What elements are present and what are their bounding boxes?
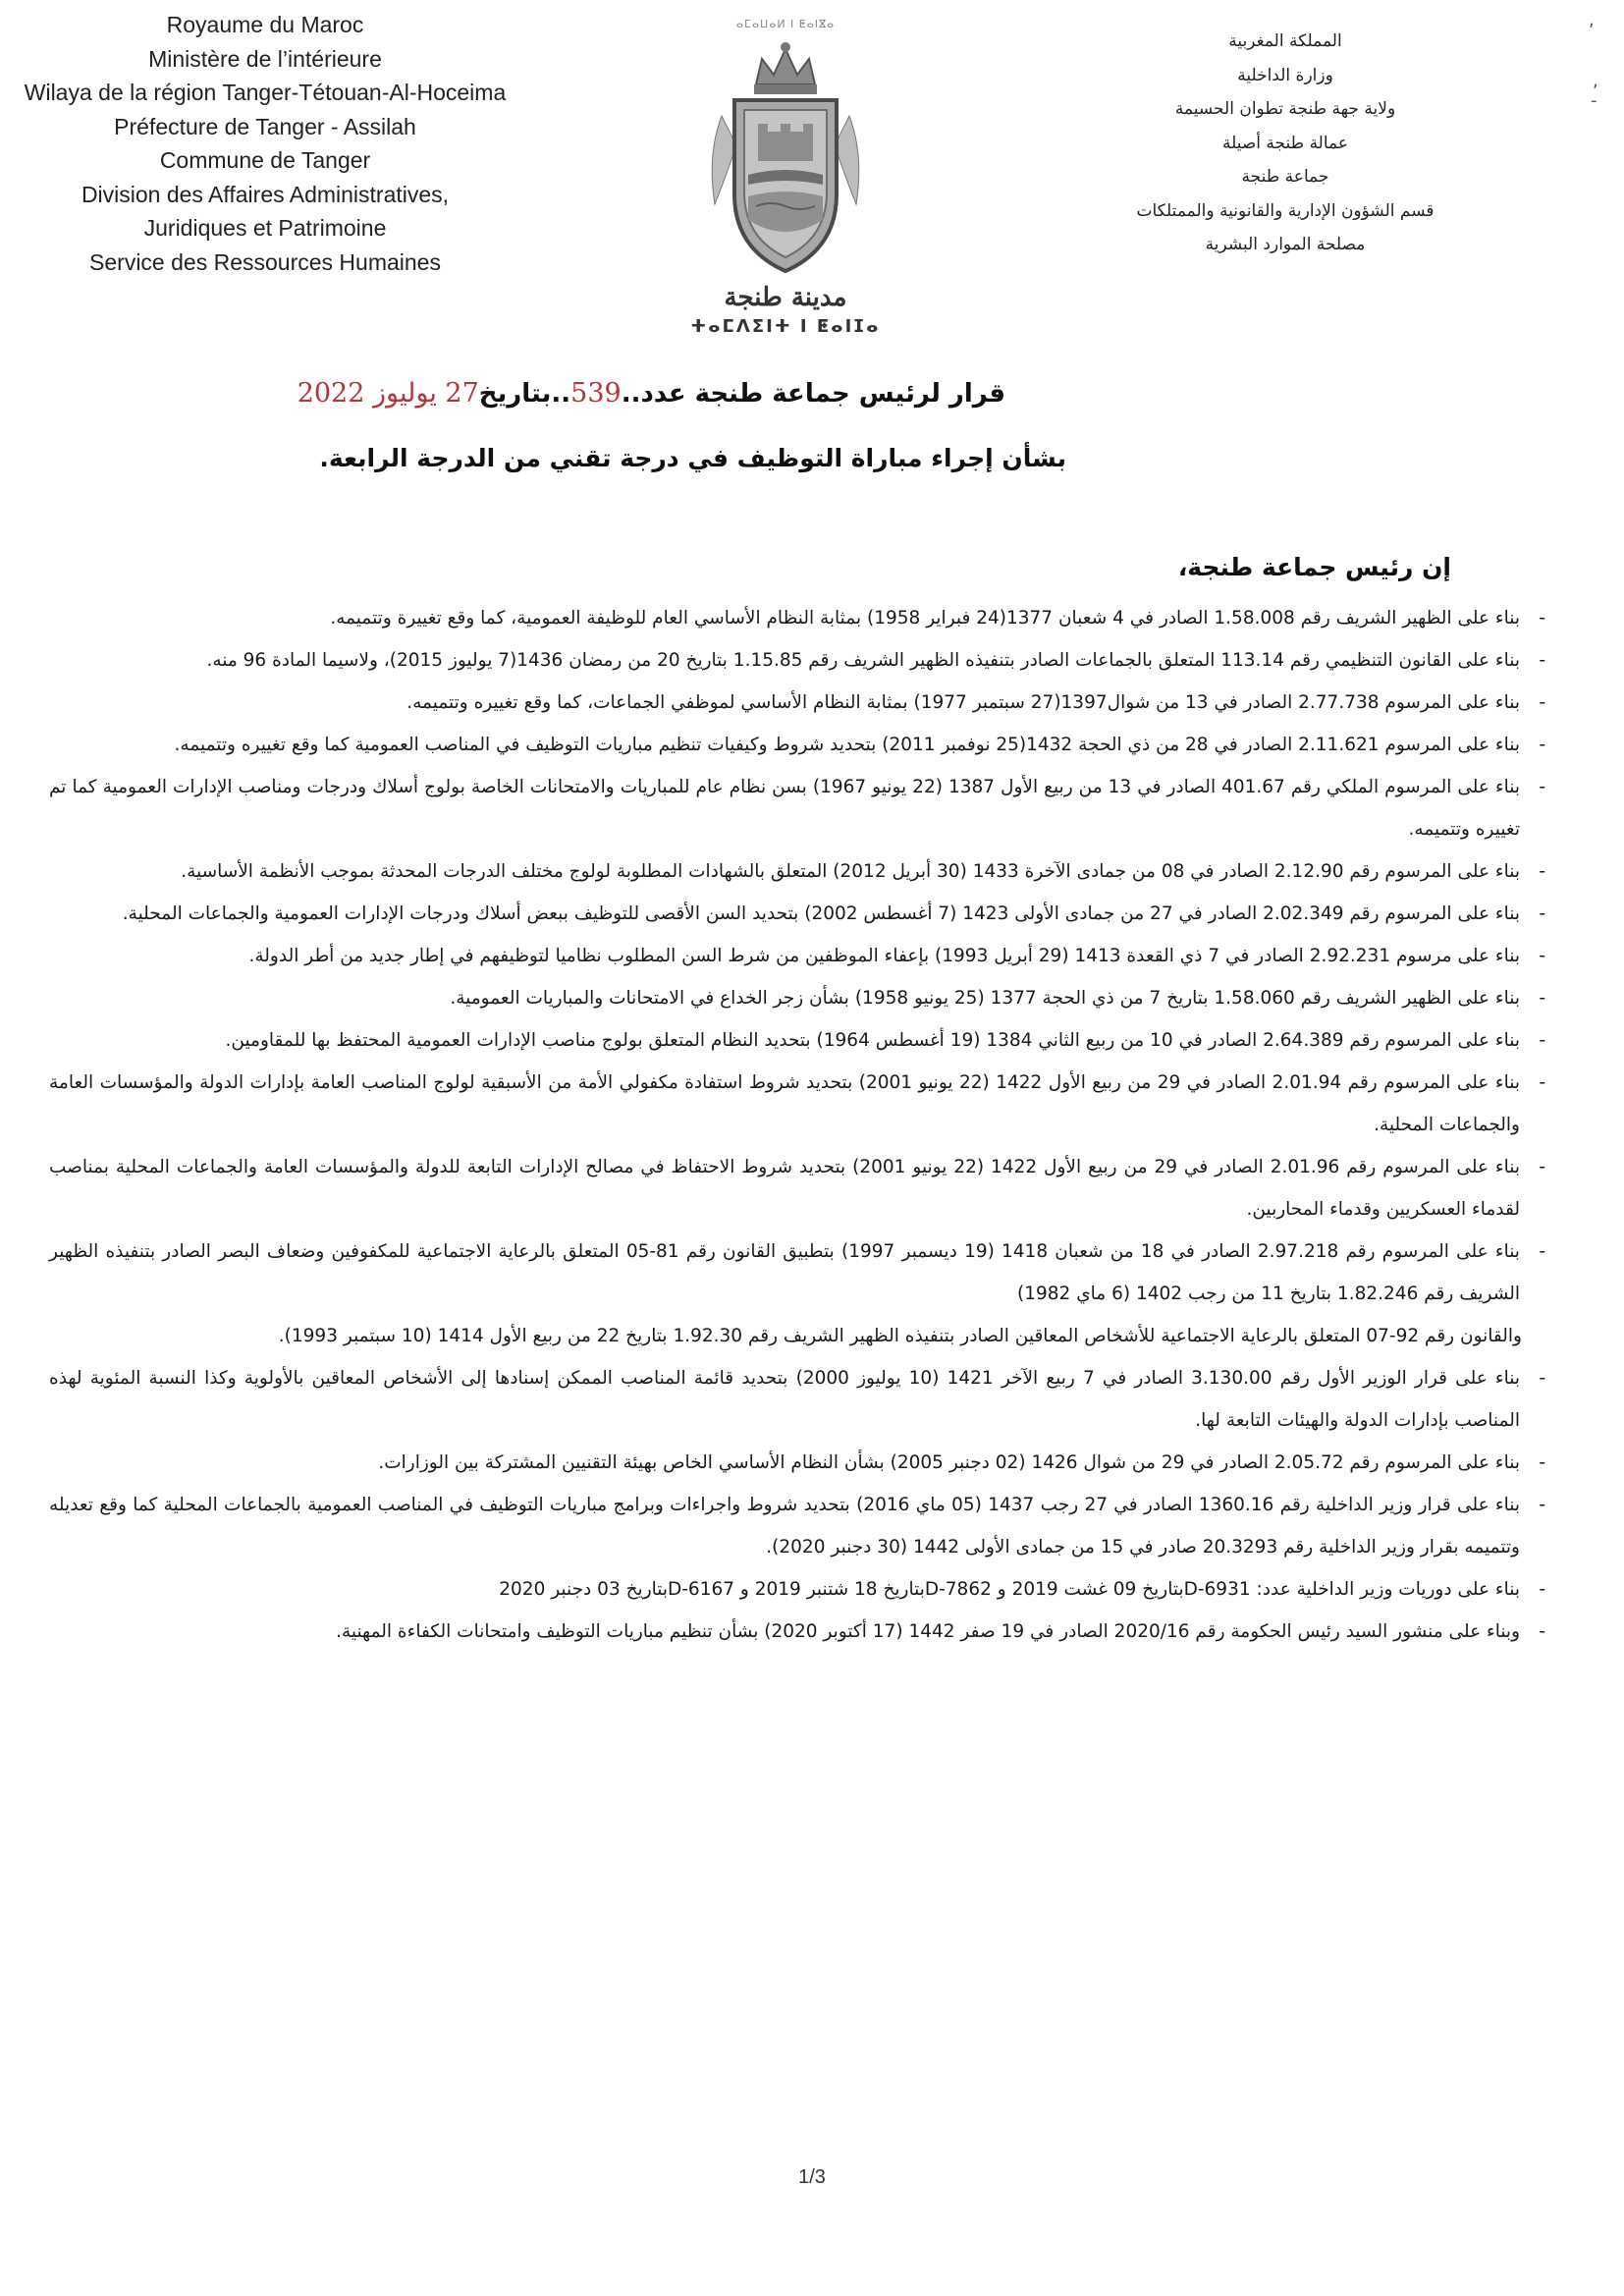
list-item <box>49 1315 1545 1357</box>
bullet-marker: - <box>1539 1157 1545 1177</box>
list-item <box>49 597 1545 639</box>
bullet-marker: - <box>1539 777 1545 797</box>
list-item <box>49 766 1545 850</box>
list-item <box>49 1230 1545 1315</box>
decision-date-label: ..بتاريخ <box>478 379 571 409</box>
bullet-marker: - <box>1539 1241 1545 1262</box>
header-arabic <box>1094 25 1477 262</box>
list-item-text: بناء على المرسوم رقم 2.12.90 الصادر في 08 من جمادى الآخرة 1433 (30 أبريل 2012) المتعلق بالشهادات المطلوبة لولوج مختلف الدرجات المحدثة بموجب الأنظمة الأساسية. <box>181 861 1520 882</box>
bullet-marker: - <box>1539 1030 1545 1051</box>
edge-scan-mark: - <box>1591 90 1597 111</box>
header-fr-line: Wilaya de la région Tanger-Tétouan-Al-Hoceima <box>24 80 507 105</box>
list-item-text: بناء على المرسوم رقم 2.64.389 الصادر في 10 من ربيع الثاني 1384 (19 أغسطس 1964) بتحديد النظام المتعلق بولوج مناصب الإدارات العمومية المحتفظ بها للمقاومين. <box>225 1030 1520 1051</box>
list-item <box>49 1484 1545 1568</box>
list-item <box>49 1357 1545 1442</box>
list-item <box>49 977 1545 1019</box>
bullet-marker: - <box>1539 1368 1545 1389</box>
list-item-text: بناء على الظهير الشريف رقم 1.58.060 بتاريخ 7 من ذي الحجة 1377 (25 يونيو 1958) بشأن زجر الخداع في الامتحانات والمباريات العمومية. <box>450 988 1520 1009</box>
header-fr-line: Préfecture de Tanger - Assilah <box>114 113 416 139</box>
header-ar-line: المملكة المغربية <box>1228 31 1342 51</box>
bullet-marker: - <box>1539 1621 1545 1642</box>
list-item <box>49 1568 1545 1611</box>
list-item <box>49 724 1545 766</box>
emblem-top-text: ⴰⵎⴰⵡⴰⵍ ⵏ ⵟⴰⵏⴵⴰ <box>735 18 836 30</box>
list-item <box>49 1019 1545 1062</box>
header-ar-line: وزارة الداخلية <box>1237 65 1333 85</box>
header-fr-line: Ministère de l’intérieure <box>148 45 382 72</box>
list-item-text: بناء على المرسوم رقم 2.01.94 الصادر في 29 من ربيع الأول 1422 (22 يونيو 2001) بتحديد شروط استفادة مكفولي الأمة من الأسبقية لولوج المناصب العامة بإدارات الدولة والمؤسسات العامة والجماعات المحلية. <box>49 1072 1520 1135</box>
bullet-marker: - <box>1539 861 1545 882</box>
bullet-marker: - <box>1539 1495 1545 1515</box>
list-item <box>49 893 1545 935</box>
list-item <box>49 850 1545 893</box>
bullet-marker: - <box>1539 1072 1545 1093</box>
list-item-text: بناء على المرسوم رقم 2.05.72 الصادر في 29 من شوال 1426 (02 دجنبر 2005) بشأن النظام الأساسي الخاص بهيئة التقنيين المشتركة بين الوزارات. <box>378 1452 1520 1473</box>
list-item-text: بناء على المرسوم رقم 2.02.349 الصادر في 27 من جمادى الأولى 1423 (7 أغسطس 2002) بتحديد السن الأقصى للتوظيف ببعض أسلاك ودرجات الإدارات العمومية والجماعات المحلية. <box>122 903 1520 924</box>
emblem-city-arabic: مدينة طنجة <box>724 283 847 312</box>
bullet-marker: - <box>1539 1579 1545 1600</box>
header-ar-line: جماعة طنجة <box>1241 167 1329 187</box>
list-item <box>49 639 1545 682</box>
list-item-text: بناء على المرسوم رقم 2.97.218 الصادر في 18 من شعبان 1418 (19 ديسمبر 1997) بتطبيق القانون رقم 81-05 المتعلق بالرعاية الاجتماعية للمكفوفين وضعاف البصر الصادر بتنفيذه الظهير الشريف رقم 1.82.246 بتاريخ 11 من رجب 1402 (6 ماي 1982) <box>49 1241 1520 1304</box>
header-fr-line: Service des Ressources Humaines <box>89 248 441 275</box>
bullet-marker: - <box>1539 903 1545 924</box>
header-ar-line: عمالة طنجة أصيلة <box>1221 133 1349 153</box>
list-item <box>49 1146 1545 1230</box>
decision-date-handwritten: 27 يوليوز 2022 <box>297 378 479 409</box>
page-number: 1/3 <box>798 2166 826 2188</box>
bullet-marker: - <box>1539 608 1545 629</box>
list-item <box>49 935 1545 977</box>
list-item-text: بناء على المرسوم رقم 2.01.96 الصادر في 29 من ربيع الأول 1422 (22 يونيو 2001) بتحديد شروط الاحتفاظ في مصالح الإدارات التابعة للدولة والمؤسسات العامة والجماعات المحلية بمناصب لقدماء العسكريين وقدماء المحاربين. <box>49 1157 1520 1220</box>
city-emblem <box>677 10 893 337</box>
decision-title-printed: قرار لرئيس جماعة طنجة عدد.. <box>621 379 1005 409</box>
list-item <box>49 1062 1545 1146</box>
bullet-marker: - <box>1539 692 1545 713</box>
header-fr-line: Division des Affaires Administratives, <box>81 181 450 207</box>
list-item-text: بناء على مرسوم 2.92.231 الصادر في 7 ذي القعدة 1413 (29 أبريل 1993) بإعفاء الموظفين من شرط السن المطلوب نظاميا لتوظيفهم في إطار جديد من أطر الدولة. <box>248 946 1520 966</box>
bullet-marker: - <box>1539 988 1545 1009</box>
header-fr-line: Commune de Tanger <box>159 147 371 173</box>
list-item-text: بناء على الظهير الشريف رقم 1.58.008 الصادر في 4 شعبان 1377(24 فبراير 1958) بمثابة النظام الأساسي العام للوظيفة العمومية، كما وقع تغييرة وتتميمه. <box>330 608 1520 629</box>
decision-number-handwritten: 539 <box>570 378 622 409</box>
list-item-text: بناء على المرسوم 2.77.738 الصادر في 13 من شوال1397(27 سبتمبر 1977) بمثابة النظام الأساسي لموظفي الجماعات، كما وقع تغييره وتتميمه. <box>406 692 1520 713</box>
bullet-marker: - <box>1539 735 1545 755</box>
list-item-text: بناء على قرار الوزير الأول رقم 3.130.00 الصادر في 7 ربيع الآخر 1421 (10 يوليوز 2000) بتحديد قائمة المناصب الممكن إسنادها إلى الأشخاص المعاقين بالأولوية وكذا النسبة المئوية لهذه المناصب بإدارات الدولة والهيئات التابعة لها. <box>49 1368 1520 1431</box>
header-fr-line: Juridiques et Patrimoine <box>143 215 387 241</box>
list-item <box>49 1611 1545 1653</box>
decision-title <box>298 378 1005 409</box>
list-item-text: بناء على دوريات وزير الداخلية عدد: D-6931بتاريخ 09 غشت 2019 و D-7862بتاريخ 18 شتنبر 2019 و D-6167بتاريخ 03 دجنبر 2020 <box>499 1579 1520 1600</box>
header-ar-line: قسم الشؤون الإدارية والقانونية والممتلكات <box>1136 200 1435 221</box>
list-item <box>49 1442 1545 1484</box>
list-item-text: والقانون رقم 92-07 المتعلق بالرعاية الاجتماعية للأشخاص المعاقين الصادر بتنفيذه الظهير الشريف رقم 1.92.30 بتاريخ 22 من ربيع الأول 1414 (10 سبتمبر 1993). <box>278 1326 1522 1346</box>
header-fr-line: Royaume du Maroc <box>166 12 364 37</box>
list-item-text: بناء على قرار وزير الداخلية رقم 1360.16 الصادر في 27 رجب 1437 (05 ماي 2016) بتحديد شروط واجراءات وبرامج مباريات التوظيف في المناصب العمومية بالجماعات المحلية كما وقع تعديله وتتميمه بقرار وزير الداخلية رقم 20.3293 صادر في 15 من جمادى الأولى 1442 (30 دجنبر 2020). <box>49 1495 1520 1558</box>
header-ar-line: ولاية جهة طنجة تطوان الحسيمة <box>1174 99 1396 119</box>
legal-references-list <box>49 597 1545 1653</box>
list-item <box>49 682 1545 724</box>
list-item-text: بناء على المرسوم 2.11.621 الصادر في 28 من ذي الحجة 1432(25 نوفمبر 2011) بتحديد شروط وكيفيات تنظيم مباريات التوظيف في المناصب العمومية كما وقع تغييره وتتميمه. <box>174 735 1520 755</box>
bullet-marker: - <box>1539 1452 1545 1473</box>
list-item-text: وبناء على منشور السيد رئيس الحكومة رقم 2020/16 الصادر في 19 صفر 1442 (17 أكتوبر 2020) بشأن تنظيم مباريات التوظيف وامتحانات الكفاءة المهنية. <box>336 1621 1520 1642</box>
edge-scan-mark: , <box>1593 71 1598 91</box>
decision-subject: بشأن إجراء مباراة التوظيف في درجة تقني من الدرجة الرابعة. <box>319 444 1066 472</box>
bullet-marker: - <box>1539 946 1545 966</box>
edge-scan-mark: , <box>1589 10 1595 30</box>
header-french <box>0 8 530 279</box>
coat-of-arms-icon <box>697 37 874 278</box>
bullet-marker: - <box>1539 650 1545 671</box>
decision-intro: إن رئيس جماعة طنجة، <box>1177 553 1451 581</box>
list-item-text: بناء على القانون التنظيمي رقم 113.14 المتعلق بالجماعات الصادر بتنفيذه الظهير الشريف رقم 1.15.85 بتاريخ 20 من رمضان 1436(7 يوليوز 2015)، ولاسيما المادة 96 منه. <box>206 650 1520 671</box>
header-ar-line: مصلحة الموارد البشرية <box>1205 235 1366 254</box>
list-item-text: بناء على المرسوم الملكي رقم 401.67 الصادر في 13 من ربيع الأول 1387 (22 يونيو 1967) بسن نظام عام للمباريات والامتحانات الخاصة بولوج أسلاك ودرجات ومناصب الإدارات العمومية كما تم تغييره وتتميمه. <box>49 777 1521 840</box>
emblem-city-tifinagh: ⵜⴰⵎⴷⵉⵏⵜ ⵏ ⵟⴰⵏⵊⴰ <box>690 316 881 337</box>
